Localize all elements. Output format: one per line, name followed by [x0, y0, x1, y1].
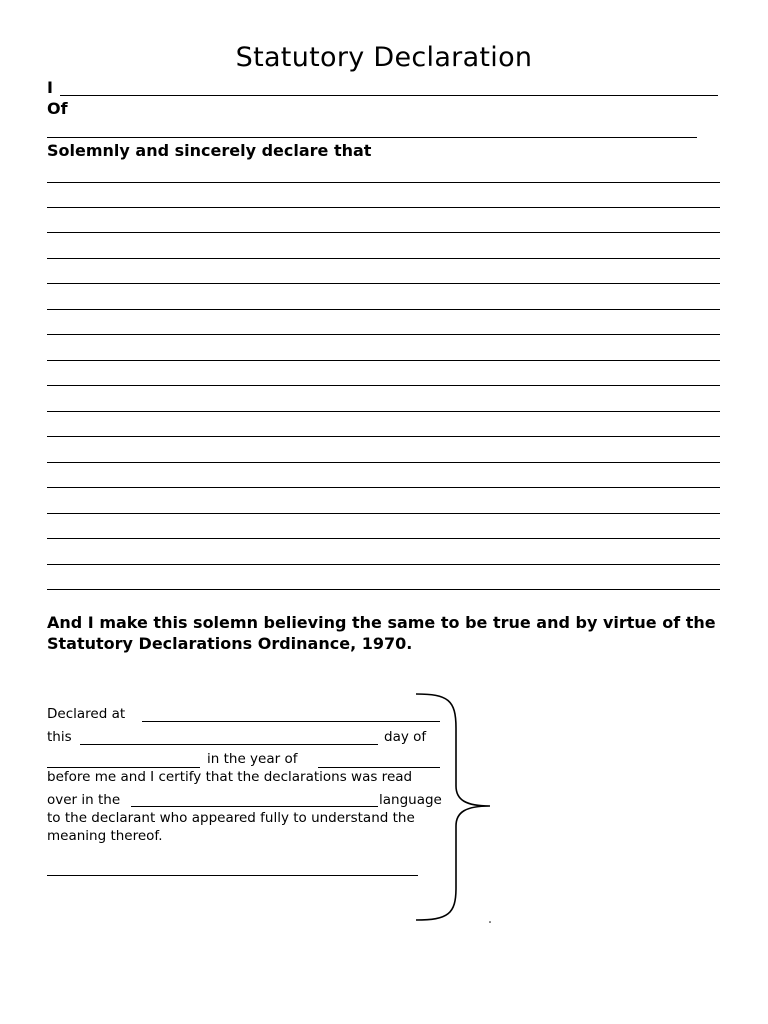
- declaration-line[interactable]: [47, 182, 720, 183]
- declaration-line[interactable]: [47, 385, 720, 386]
- i-label: I: [47, 78, 53, 97]
- this-label: this: [47, 729, 72, 745]
- declaration-line[interactable]: [47, 564, 720, 565]
- declaration-line[interactable]: [47, 334, 720, 335]
- address-blank[interactable]: [47, 137, 697, 138]
- curly-brace-icon: [408, 688, 498, 928]
- declared-at-blank[interactable]: [142, 721, 440, 722]
- declaration-line[interactable]: [47, 487, 720, 488]
- declaration-line[interactable]: [47, 232, 720, 233]
- day-of-label: day of: [384, 729, 427, 745]
- declaration-line[interactable]: [47, 207, 720, 208]
- month-blank[interactable]: [47, 767, 200, 768]
- meaning-line: meaning thereof.: [47, 828, 163, 844]
- declare-text: Solemnly and sincerely declare that: [47, 141, 372, 160]
- declaration-line[interactable]: [47, 283, 720, 284]
- language-blank[interactable]: [131, 806, 378, 807]
- language-label: language: [379, 792, 442, 808]
- day-blank[interactable]: [80, 744, 378, 745]
- name-blank[interactable]: [60, 95, 718, 96]
- declaration-line[interactable]: [47, 436, 720, 437]
- over-in-the-label: over in the: [47, 792, 121, 808]
- closing-line-2: Statutory Declarations Ordinance, 1970.: [47, 634, 413, 653]
- declaration-line[interactable]: [47, 462, 720, 463]
- declared-at-label: Declared at: [47, 706, 126, 722]
- document-title: Statutory Declaration: [235, 42, 533, 73]
- declaration-line[interactable]: [47, 411, 720, 412]
- signature-blank[interactable]: [47, 875, 418, 876]
- declaration-line[interactable]: [47, 309, 720, 310]
- of-label: Of: [47, 99, 68, 118]
- declaration-line[interactable]: [47, 538, 720, 539]
- certify-line: before me and I certify that the declarations was read: [47, 769, 413, 785]
- declaration-line[interactable]: [47, 258, 720, 259]
- in-the-year-of-label: in the year of: [207, 751, 298, 767]
- declaration-line[interactable]: [47, 589, 720, 590]
- closing-line-1: And I make this solemn believing the same to be true and by virtue of the: [47, 613, 716, 632]
- declarant-line: to the declarant who appeared fully to understand the: [47, 810, 415, 826]
- declaration-line[interactable]: [47, 360, 720, 361]
- declaration-line[interactable]: [47, 513, 720, 514]
